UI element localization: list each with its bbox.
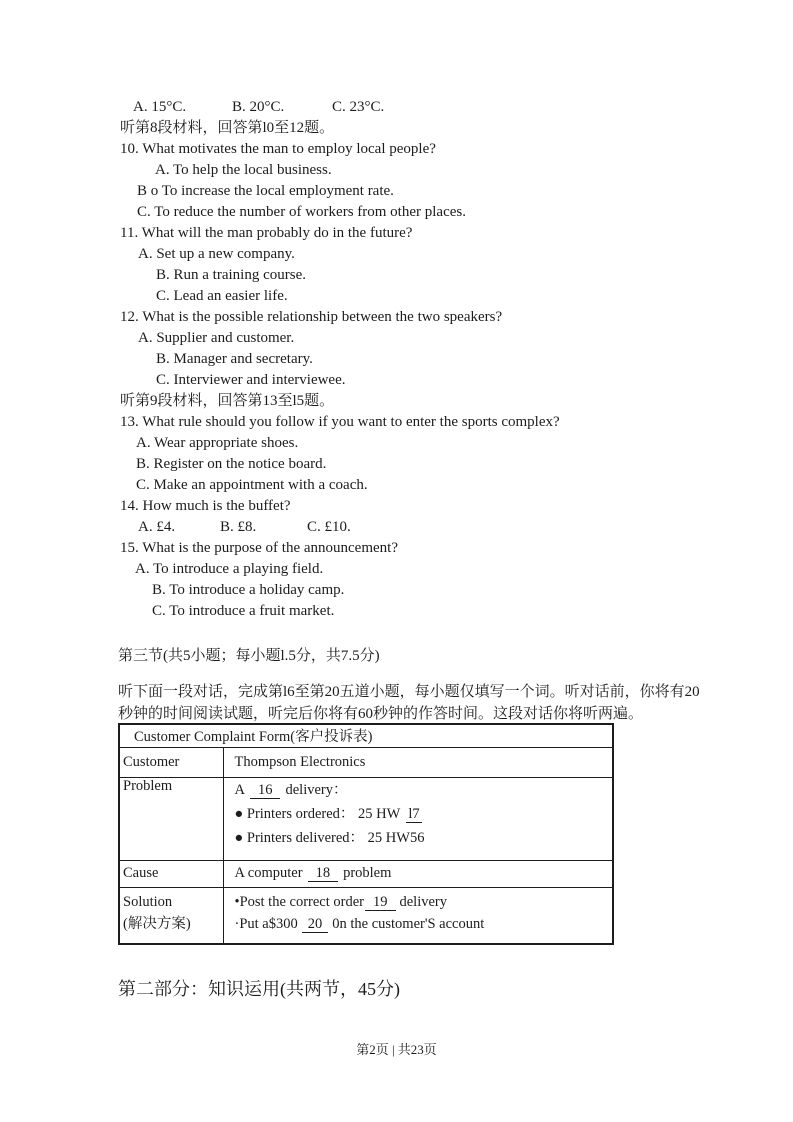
question-15-stem: 15. What is the purpose of the announcement?: [120, 540, 398, 556]
customer-value: Thompson Electronics: [223, 747, 613, 777]
question-12-option-b: B. Manager and secretary.: [156, 351, 313, 367]
section-3-instructions: [118, 681, 700, 725]
complaint-form-table: [118, 723, 614, 945]
instructions-line-2: 秒钟的时间阅读试题，听完后你将有60秒钟的作答时间。这段对话你将听两遍。: [118, 706, 644, 722]
question-12-option-c: C. Interviewer and interviewee.: [156, 372, 346, 388]
question-15-option-a: A. To introduce a playing field.: [135, 561, 324, 577]
question-14-options-row: [118, 517, 738, 538]
table-row-problem: [119, 777, 613, 860]
table-row-cause: [119, 860, 613, 887]
solution-label-line-2: (解决方案): [123, 915, 191, 932]
problem-line-1-pre: A: [234, 781, 245, 798]
solution-line-2-post: 0n the customer'S account: [332, 915, 485, 932]
table-title: Customer Complaint Form(客户投诉表): [119, 724, 613, 747]
problem-line-1-post: delivery：: [285, 781, 348, 798]
solution-cell: [223, 887, 613, 944]
question-10-option-b: B o To increase the local employment rate.: [137, 183, 394, 199]
question-11-option-c: C. Lead an easier life.: [156, 288, 288, 304]
cause-pre: A computer: [234, 865, 303, 881]
question-13-option-c: C. Make an appointment with a coach.: [136, 477, 368, 493]
question-9-option-a: A. 15°C.: [133, 99, 187, 115]
cause-label: Cause: [119, 860, 223, 887]
blank-19: 19: [365, 894, 396, 911]
blank-16: 16: [250, 782, 281, 799]
problem-bullet-1-pre: ● Printers ordered： 25 HW: [234, 805, 401, 822]
dialog-8-intro: 听第8段材料，回答第l0至12题。: [120, 120, 335, 136]
question-14-option-a: A. £4.: [138, 519, 176, 535]
solution-line-2-pre: ·Put a$300: [234, 915, 298, 932]
question-14-option-c: C. £10.: [307, 519, 351, 535]
blank-20: 20: [302, 916, 329, 933]
problem-line-1: [235, 778, 613, 802]
question-13-option-a: A. Wear appropriate shoes.: [136, 435, 299, 451]
part-2-title: 第二部分：知识运用(共两节，45分): [118, 979, 400, 999]
blank-18: 18: [308, 865, 339, 882]
question-9-option-c: C. 23°C.: [332, 99, 385, 115]
question-15-option-c: C. To introduce a fruit market.: [152, 603, 335, 619]
cause-post: problem: [343, 865, 392, 881]
question-10-stem: 10. What motivates the man to employ local people?: [120, 141, 436, 157]
solution-label: [119, 887, 223, 944]
question-13-option-b: B. Register on the notice board.: [136, 456, 327, 472]
problem-bullet-1: [235, 802, 613, 826]
question-12-option-a: A. Supplier and customer.: [138, 330, 295, 346]
customer-label: Customer: [119, 747, 223, 777]
question-9-options-row: [118, 97, 738, 118]
solution-line-1: [235, 891, 613, 913]
question-11-option-b: B. Run a training course.: [156, 267, 306, 283]
question-11-option-a: A. Set up a new company.: [138, 246, 295, 262]
question-9-option-b: B. 20°C.: [232, 99, 285, 115]
section-3-title: 第三节(共5小题；每小题l.5分，共7.5分): [118, 648, 380, 664]
problem-label: Problem: [119, 777, 223, 860]
solution-line-1-post: delivery: [399, 893, 448, 910]
dialog-9-intro: 听第9段材料，回答第13至l5题。: [120, 393, 335, 409]
solution-line-2: [235, 913, 613, 935]
question-14-stem: 14. How much is the buffet?: [120, 498, 291, 514]
problem-cell: [223, 777, 613, 860]
problem-bullet-2: ● Printers delivered： 25 HW56: [234, 829, 425, 846]
blank-17: l7: [408, 805, 420, 822]
solution-label-line-1: Solution: [123, 893, 173, 910]
question-12-stem: 12. What is the possible relationship between the two speakers?: [120, 309, 503, 325]
solution-line-1-pre: •Post the correct order: [234, 893, 364, 910]
table-row-solution: [119, 887, 613, 944]
listening-questions-block: [118, 97, 738, 622]
question-15-option-b: B. To introduce a holiday camp.: [152, 582, 345, 598]
table-row-customer: [119, 747, 613, 777]
question-10-option-a: A. To help the local business.: [155, 162, 332, 178]
page-footer: 第2页 | 共23页: [356, 1042, 437, 1057]
instructions-line-1: 听下面一段对话，完成第l6至第20五道小题，每小题仅填写一个词。听对话前，你将有20: [118, 684, 700, 700]
question-13-stem: 13. What rule should you follow if you want to enter the sports complex?: [120, 414, 560, 430]
question-11-stem: 11. What will the man probably do in the future?: [120, 225, 413, 241]
cause-cell: [223, 860, 613, 887]
table-title-row: [119, 724, 613, 747]
question-14-option-b: B. £8.: [220, 519, 257, 535]
question-10-option-c: C. To reduce the number of workers from other places.: [137, 204, 466, 220]
